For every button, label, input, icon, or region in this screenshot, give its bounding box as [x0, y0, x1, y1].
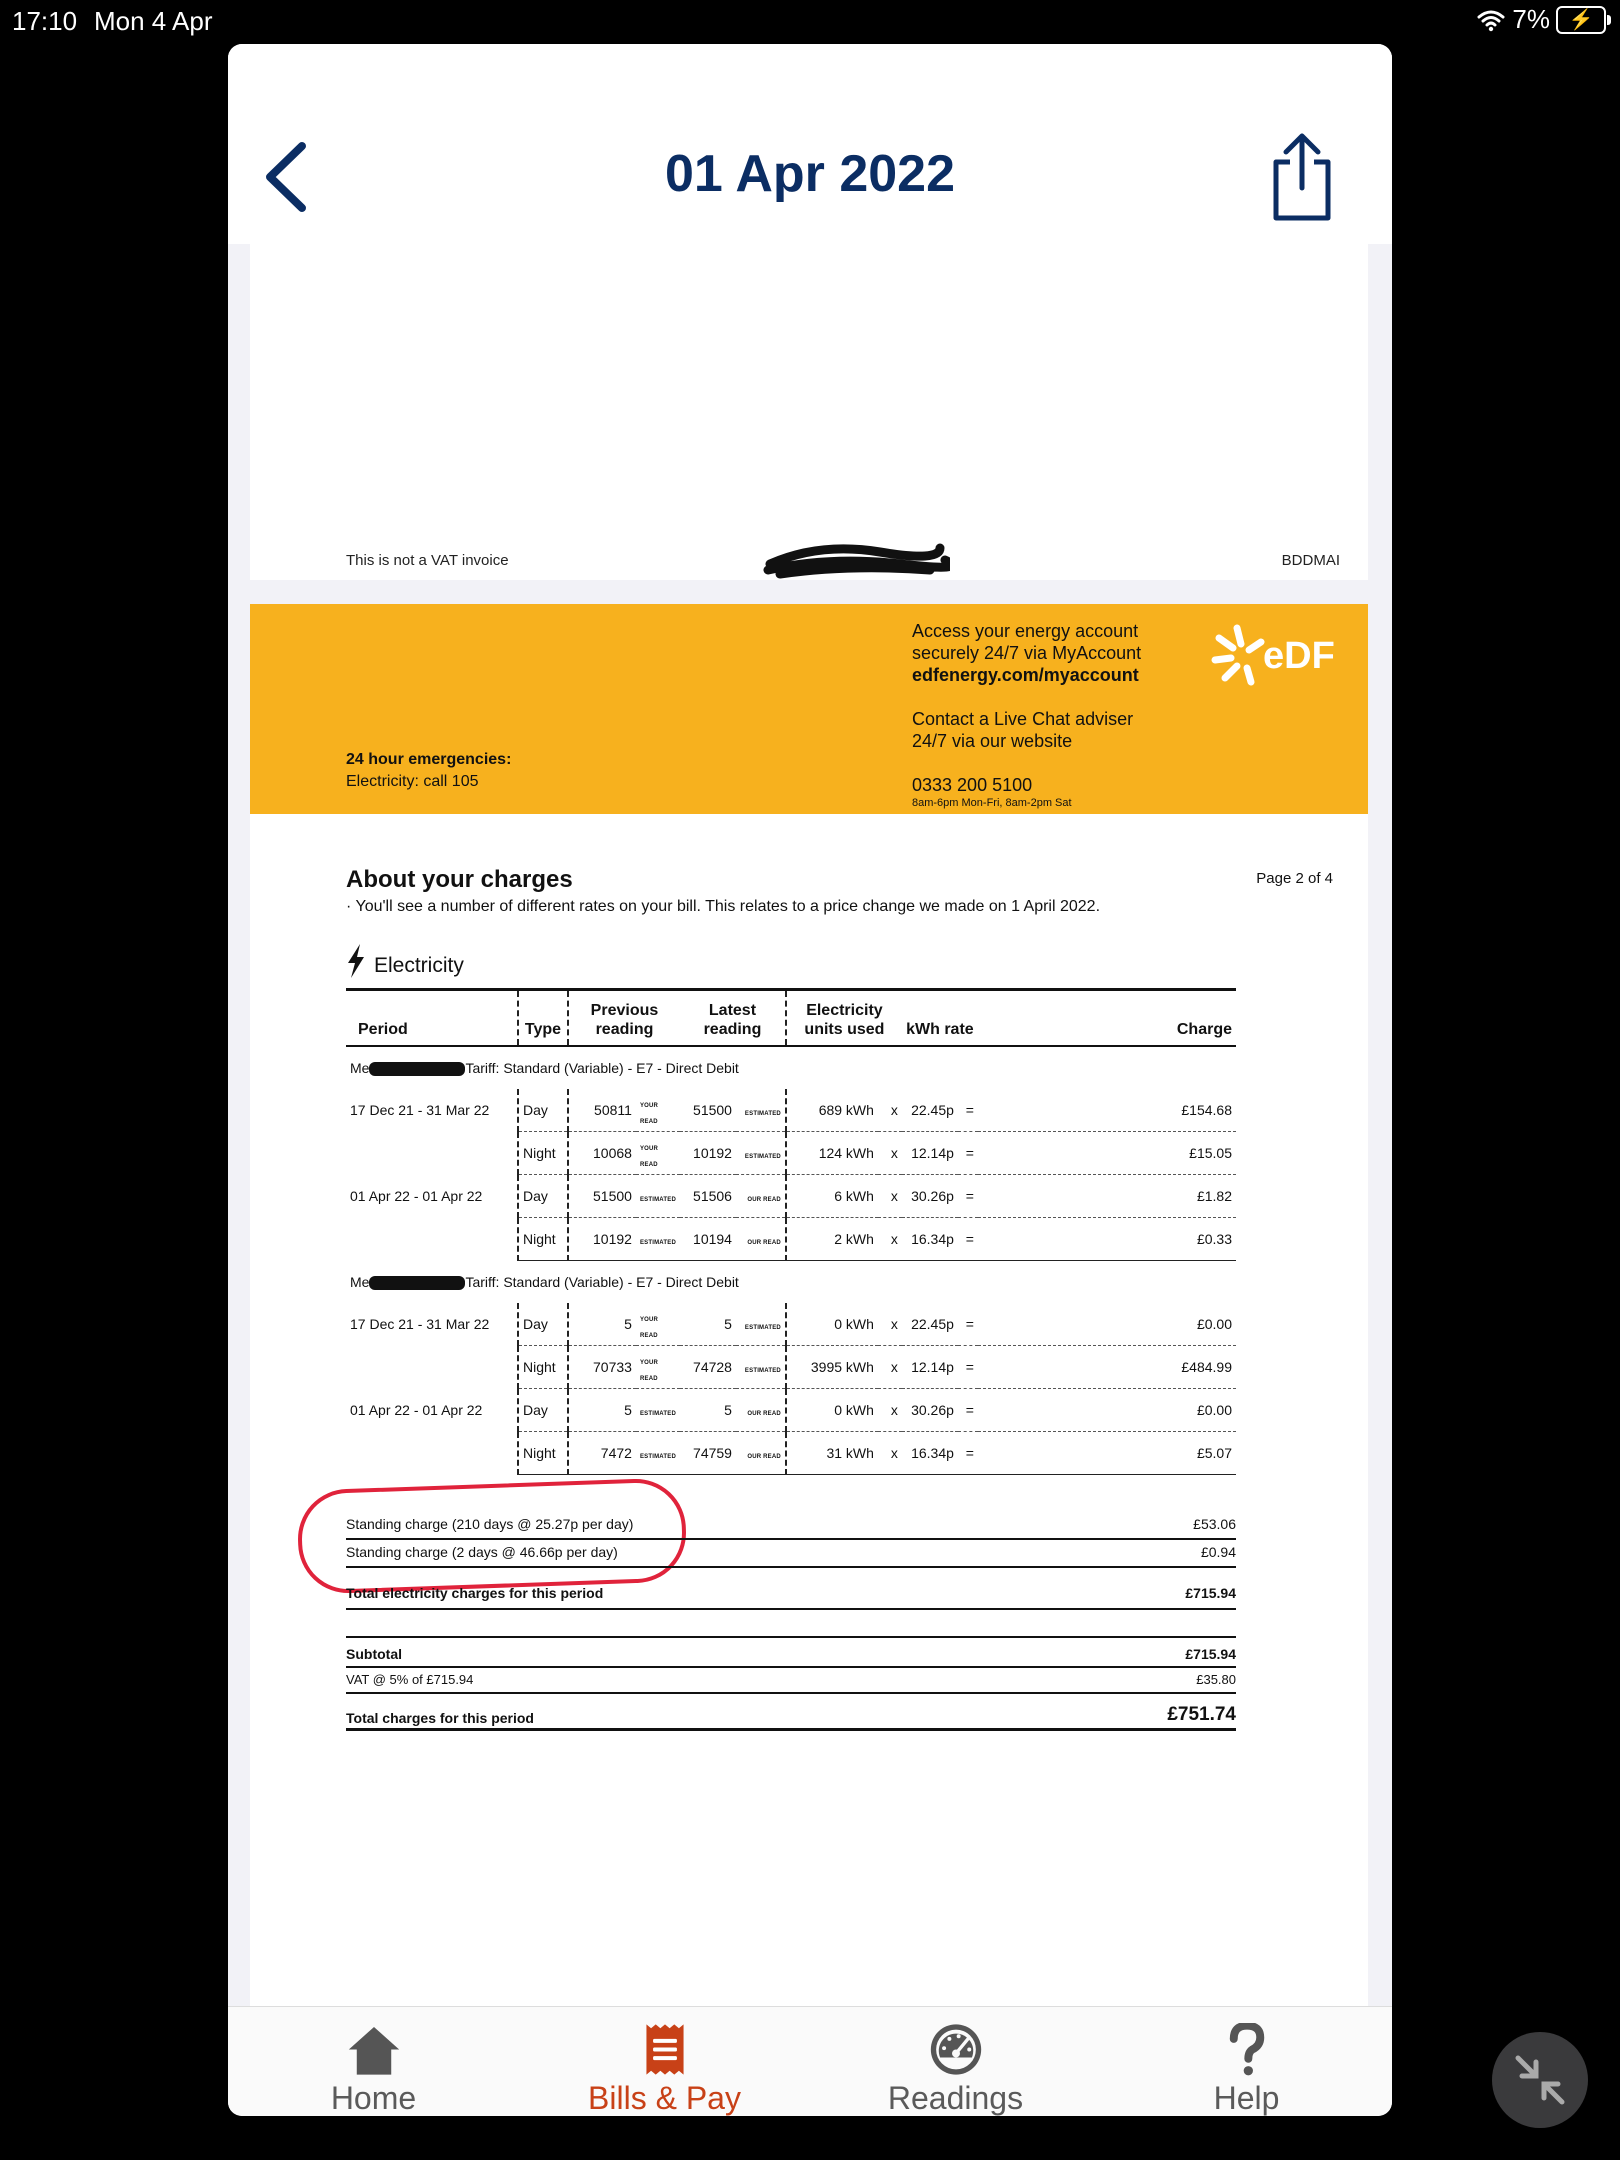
row-type: Night: [518, 1346, 568, 1389]
total-charges-value: £751.74: [1167, 1704, 1236, 1725]
row-equals: =: [958, 1218, 978, 1261]
row-charge: £0.00: [978, 1303, 1236, 1346]
row-type: Night: [518, 1132, 568, 1175]
standing-charge-1-label: Standing charge (210 days @ 25.27p per day): [346, 1516, 634, 1532]
row-rate: 12.14p: [902, 1346, 958, 1389]
row-latest: 5: [680, 1389, 736, 1432]
gauge-icon: [914, 2023, 998, 2076]
row-prev: 7472: [568, 1432, 636, 1475]
charge-row: [346, 1389, 1236, 1432]
row-type: Day: [518, 1303, 568, 1346]
row-latest: 10192: [680, 1132, 736, 1175]
row-latest: 74759: [680, 1432, 736, 1475]
row-prev: 5: [568, 1389, 636, 1432]
row-equals: =: [958, 1175, 978, 1218]
row-type: Day: [518, 1175, 568, 1218]
row-times: x: [878, 1132, 902, 1175]
row-prev-tag: YOUR READ: [639, 1317, 659, 1339]
total-electricity-value: £715.94: [1185, 1585, 1236, 1601]
row-charge: £15.05: [978, 1132, 1236, 1175]
row-units: 31 kWh: [786, 1432, 878, 1475]
row-rate: 30.26p: [902, 1389, 958, 1432]
row-period: 01 Apr 22 - 01 Apr 22: [346, 1389, 518, 1432]
col-latest: Latest reading: [680, 990, 786, 1047]
total-electricity-label: Total electricity charges for this period: [346, 1585, 604, 1601]
row-period: [346, 1432, 518, 1475]
status-right: [1476, 4, 1606, 35]
row-units: 124 kWh: [786, 1132, 878, 1175]
collapse-arrows-button[interactable]: [1492, 2032, 1588, 2128]
meter-2-tariff: [346, 1261, 1236, 1304]
row-times: x: [878, 1389, 902, 1432]
row-units: 3995 kWh: [786, 1346, 878, 1389]
row-period: 17 Dec 21 - 31 Mar 22: [346, 1303, 518, 1346]
row-latest-tag: OUR READ: [747, 1411, 781, 1417]
row-rate: 22.45p: [902, 1089, 958, 1132]
row-prev-tag: ESTIMATED: [639, 1197, 676, 1203]
row-times: x: [878, 1218, 902, 1261]
row-units: 0 kWh: [786, 1303, 878, 1346]
electricity-section-title: [346, 944, 464, 978]
row-rate: 22.45p: [902, 1303, 958, 1346]
wifi-icon: [1476, 8, 1506, 32]
access-url: edfenergy.com/myaccount: [912, 665, 1139, 685]
edf-banner: [250, 604, 1368, 814]
row-latest-tag: ESTIMATED: [744, 1154, 781, 1160]
row-latest-tag: ESTIMATED: [744, 1325, 781, 1331]
row-charge: £0.33: [978, 1218, 1236, 1261]
row-type: Night: [518, 1432, 568, 1475]
emergency-title: 24 hour emergencies:: [346, 751, 512, 768]
row-charge: £0.00: [978, 1389, 1236, 1432]
row-equals: =: [958, 1346, 978, 1389]
standing-charge-1: [346, 1516, 1236, 1532]
row-times: x: [878, 1346, 902, 1389]
row-latest-tag: OUR READ: [747, 1197, 781, 1203]
edf-logo: [1205, 616, 1355, 696]
redacted-meter-number: [369, 1062, 465, 1076]
subtotal-label: Subtotal: [346, 1646, 402, 1662]
row-prev-tag: ESTIMATED: [639, 1240, 676, 1246]
standing-charge-2: [346, 1544, 1236, 1560]
question-icon: [1205, 2023, 1289, 2076]
tab-bar: [228, 2006, 1392, 2116]
row-units: 689 kWh: [786, 1089, 878, 1132]
chat-line2: 24/7 via our website: [912, 731, 1073, 751]
subtotal-row: [346, 1646, 1236, 1662]
price-change-note: · You'll see a number of different rates on your bill. This relates to a price change we made on 1 April 2022.: [346, 898, 1101, 915]
emergency-info: [346, 749, 511, 793]
row-latest-tag: OUR READ: [747, 1454, 781, 1460]
tariff-label: Tariff: Standard (Variable) - E7 - Direct Debit: [465, 1059, 739, 1076]
access-line2: securely 24/7 via MyAccount: [912, 643, 1142, 663]
row-charge: £5.07: [978, 1432, 1236, 1475]
receipt-icon: [623, 2023, 707, 2076]
status-date: Mon 4 Apr: [94, 6, 213, 36]
tab-readings[interactable]: [810, 2007, 1101, 2116]
nav-bar: [228, 44, 1392, 244]
charge-row: [346, 1432, 1236, 1475]
row-type: Day: [518, 1389, 568, 1432]
tab-help[interactable]: [1101, 2007, 1392, 2116]
charge-row: [346, 1089, 1236, 1132]
share-icon[interactable]: [1262, 126, 1342, 226]
tab-bills-pay-label: Bills & Pay: [588, 2080, 741, 2116]
charge-row: [346, 1346, 1236, 1389]
tariff-label: Tariff: Standard (Variable) - E7 - Direct Debit: [465, 1273, 739, 1290]
redaction-scribble: [760, 534, 950, 582]
bill-page-1: [250, 244, 1368, 580]
row-units: 2 kWh: [786, 1218, 878, 1261]
status-time: 17:10: [12, 6, 78, 36]
total-electricity-row: [346, 1585, 1236, 1601]
row-times: x: [878, 1089, 902, 1132]
charge-row: [346, 1218, 1236, 1261]
row-type: Night: [518, 1218, 568, 1261]
row-latest: 74728: [680, 1346, 736, 1389]
row-prev-tag: ESTIMATED: [639, 1454, 676, 1460]
tab-help-label: Help: [1213, 2080, 1280, 2116]
tab-home[interactable]: [228, 2007, 519, 2116]
page-number: Page 2 of 4: [1256, 870, 1333, 887]
col-previous: Previous reading: [568, 990, 680, 1047]
row-charge: £484.99: [978, 1346, 1236, 1389]
row-latest-tag: OUR READ: [747, 1240, 781, 1246]
row-period: [346, 1218, 518, 1261]
subtotal-value: £715.94: [1185, 1646, 1236, 1662]
row-type: Day: [518, 1089, 568, 1132]
tab-bills-pay[interactable]: [519, 2007, 810, 2116]
about-charges-heading: About your charges: [346, 866, 573, 893]
electricity-label: Electricity: [374, 954, 464, 977]
total-charges-label: Total charges for this period: [346, 1710, 534, 1726]
col-charge: Charge: [978, 990, 1236, 1047]
row-charge: £1.82: [978, 1175, 1236, 1218]
row-rate: 30.26p: [902, 1175, 958, 1218]
row-equals: =: [958, 1089, 978, 1132]
total-charges-row: [346, 1704, 1236, 1726]
row-charge: £154.68: [978, 1089, 1236, 1132]
row-units: 0 kWh: [786, 1389, 878, 1432]
row-period: 01 Apr 22 - 01 Apr 22: [346, 1175, 518, 1218]
vat-note: This is not a VAT invoice: [346, 552, 509, 569]
vat-row: [346, 1672, 1236, 1687]
charges-table: [346, 988, 1236, 1475]
row-equals: =: [958, 1132, 978, 1175]
col-period: Period: [346, 990, 518, 1047]
col-units: Electricity units used: [786, 990, 902, 1047]
row-equals: =: [958, 1389, 978, 1432]
row-prev: 5: [568, 1303, 636, 1346]
row-period: 17 Dec 21 - 31 Mar 22: [346, 1089, 518, 1132]
charge-row: [346, 1303, 1236, 1346]
row-prev: 70733: [568, 1346, 636, 1389]
meter-prefix: Me: [350, 1059, 370, 1076]
row-units: 6 kWh: [786, 1175, 878, 1218]
svg-text:eDF: eDF: [1263, 635, 1335, 677]
row-rate: 16.34p: [902, 1432, 958, 1475]
row-equals: =: [958, 1303, 978, 1346]
vat-value: £35.80: [1196, 1672, 1236, 1687]
reference-code: BDDMAI: [1281, 552, 1340, 569]
row-equals: =: [958, 1432, 978, 1475]
row-prev: 10068: [568, 1132, 636, 1175]
contact-info: [912, 620, 1141, 810]
app-window: [228, 44, 1392, 2116]
row-prev: 10192: [568, 1218, 636, 1261]
col-rate: kWh rate: [902, 990, 978, 1047]
row-latest: 5: [680, 1303, 736, 1346]
battery-percent: 7%: [1512, 4, 1550, 34]
redacted-meter-number: [369, 1276, 465, 1290]
meter-prefix: Me: [350, 1273, 370, 1290]
table-header: [346, 990, 1236, 1047]
row-prev-tag: ESTIMATED: [639, 1411, 676, 1417]
standing-charge-2-label: Standing charge (2 days @ 46.66p per day): [346, 1544, 618, 1560]
col-type: Type: [518, 990, 568, 1047]
row-period: [346, 1346, 518, 1389]
standing-charge-2-value: £0.94: [1200, 1544, 1236, 1560]
page-title: 01 Apr 2022: [664, 145, 956, 203]
row-prev-tag: YOUR READ: [639, 1146, 659, 1168]
row-prev-tag: YOUR READ: [639, 1360, 659, 1382]
home-icon: [332, 2023, 416, 2076]
bill-page-2: [250, 604, 1368, 2006]
row-times: x: [878, 1303, 902, 1346]
row-prev: 51500: [568, 1175, 636, 1218]
row-prev: 50811: [568, 1089, 636, 1132]
row-period: [346, 1132, 518, 1175]
battery-charging-icon: ⚡: [1556, 6, 1606, 34]
chat-line1: Contact a Live Chat adviser: [912, 709, 1134, 729]
row-latest: 51500: [680, 1089, 736, 1132]
lightning-bolt-icon: [346, 944, 366, 978]
vat-label: VAT @ 5% of £715.94: [346, 1672, 474, 1687]
access-line1: Access your energy account: [912, 621, 1139, 641]
tab-home-label: Home: [330, 2080, 417, 2116]
tab-readings-label: Readings: [887, 2080, 1024, 2116]
meter-1-tariff: [346, 1046, 1236, 1089]
row-times: x: [878, 1175, 902, 1218]
charge-row: [346, 1175, 1236, 1218]
row-latest-tag: ESTIMATED: [744, 1368, 781, 1374]
bill-document-viewer[interactable]: [228, 244, 1392, 2006]
phone-hours: 8am-6pm Mon-Fri, 8am-2pm Sat: [912, 797, 1072, 809]
charge-row: [346, 1132, 1236, 1175]
row-latest-tag: ESTIMATED: [744, 1111, 781, 1117]
row-rate: 16.34p: [902, 1218, 958, 1261]
phone-number: 0333 200 5100: [912, 775, 1033, 795]
row-latest: 51506: [680, 1175, 736, 1218]
row-times: x: [878, 1432, 902, 1475]
collapse-icon: [1510, 2050, 1570, 2110]
row-rate: 12.14p: [902, 1132, 958, 1175]
row-latest: 10194: [680, 1218, 736, 1261]
status-bar: [0, 0, 1620, 40]
emergency-line: Electricity: call 105: [346, 773, 479, 790]
row-prev-tag: YOUR READ: [639, 1103, 659, 1125]
standing-charge-1-value: £53.06: [1193, 1516, 1236, 1532]
red-annotation-circle: [296, 1477, 687, 1594]
